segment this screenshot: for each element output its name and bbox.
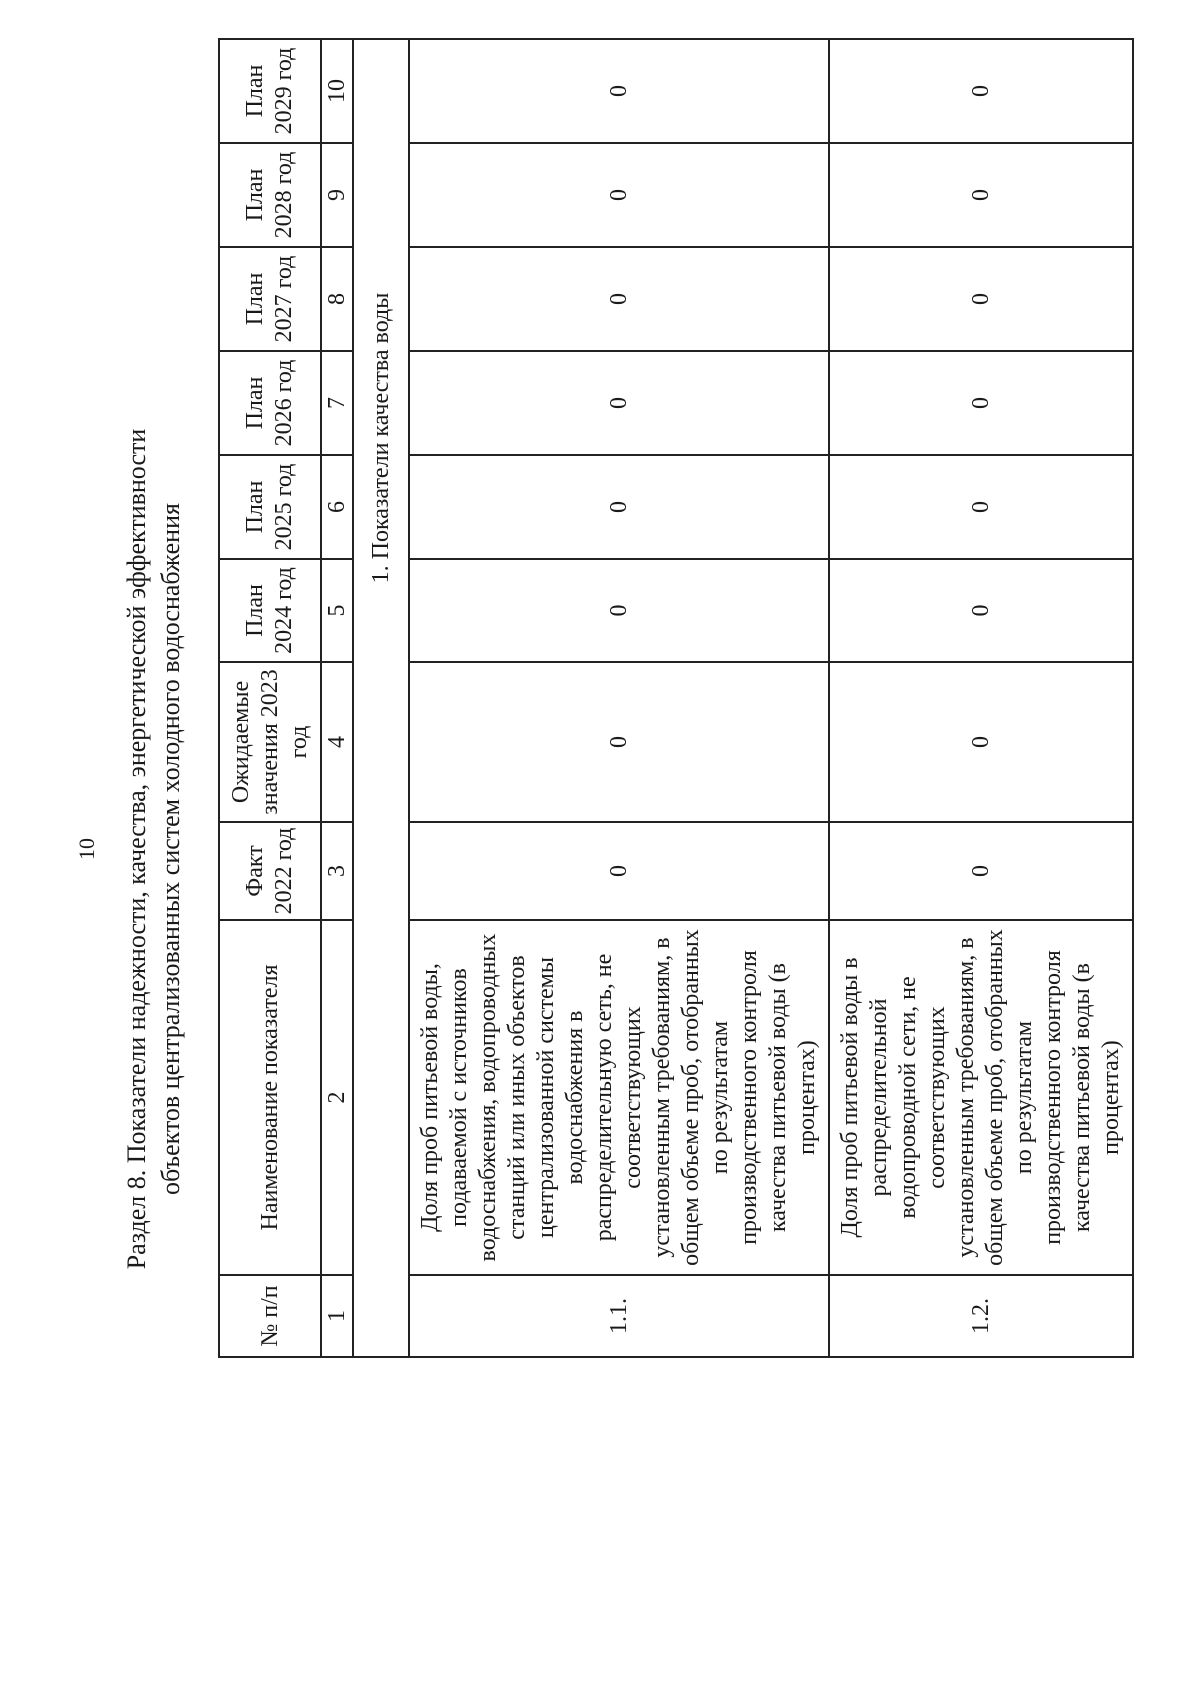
header-cell-no: № п/п bbox=[219, 1275, 321, 1357]
column-number: 8 bbox=[321, 247, 353, 351]
value-cell: 0 bbox=[409, 247, 829, 351]
column-number: 4 bbox=[321, 662, 353, 822]
value-cell: 0 bbox=[829, 247, 1133, 351]
indicators-table bbox=[218, 38, 1134, 1358]
value-cell: 0 bbox=[829, 143, 1133, 247]
column-number: 3 bbox=[321, 822, 353, 920]
column-number: 10 bbox=[321, 39, 353, 143]
value-cell: 0 bbox=[409, 822, 829, 920]
column-number: 5 bbox=[321, 559, 353, 662]
value-cell: 0 bbox=[409, 662, 829, 822]
header-cell-2024: План 2024 год bbox=[219, 559, 321, 662]
section-title: 1. Показатели качества воды bbox=[353, 39, 409, 1357]
header-cell-2026: План 2026 год bbox=[219, 351, 321, 455]
header-cell-2023: Ожидаемые значения 2023 год bbox=[219, 662, 321, 822]
value-cell: 0 bbox=[409, 39, 829, 143]
value-cell: 0 bbox=[409, 455, 829, 559]
value-cell: 0 bbox=[409, 559, 829, 662]
indicator-name: Доля проб питьевой воды, подаваемой с источников водоснабжения, водопроводных станций или иных объектов централизованной системы водоснабжения в распределительную сеть, не соответствующих установленным требованиям, в общем объеме проб, отобранных по результатам производственного контроля качества питьевой воды (в процентах) bbox=[409, 920, 829, 1275]
column-number: 9 bbox=[321, 143, 353, 247]
indicator-name: Доля проб питьевой воды в распределительной водопроводной сети, не соответствующих установленным требованиям, в общем объеме проб, отобранных по результатам производственного контроля качества питьевой воды (в процентах) bbox=[829, 920, 1133, 1275]
value-cell: 0 bbox=[829, 662, 1133, 822]
header-cell-2027: План 2027 год bbox=[219, 247, 321, 351]
table-header-row bbox=[219, 39, 321, 1357]
value-cell: 0 bbox=[829, 455, 1133, 559]
header-cell-2029: План 2029 год bbox=[219, 39, 321, 143]
column-number: 2 bbox=[321, 920, 353, 1275]
value-cell: 0 bbox=[829, 351, 1133, 455]
header-cell-2028: План 2028 год bbox=[219, 143, 321, 247]
header-cell-name: Наименование показателя bbox=[219, 920, 321, 1275]
row-number: 1.1. bbox=[409, 1275, 829, 1357]
header-cell-2025: План 2025 год bbox=[219, 455, 321, 559]
value-cell: 0 bbox=[829, 822, 1133, 920]
table-row bbox=[829, 39, 1133, 1357]
title-line-1: Раздел 8. Показатели надежности, качества, энергетической эффективности bbox=[122, 428, 151, 1270]
value-cell: 0 bbox=[829, 39, 1133, 143]
document-title bbox=[120, 0, 188, 1698]
column-number-row bbox=[321, 39, 353, 1357]
page-number: 10 bbox=[74, 838, 99, 860]
value-cell: 0 bbox=[409, 351, 829, 455]
row-number: 1.2. bbox=[829, 1275, 1133, 1357]
column-number: 7 bbox=[321, 351, 353, 455]
column-number: 1 bbox=[321, 1275, 353, 1357]
section-row bbox=[353, 39, 409, 1357]
value-cell: 0 bbox=[829, 559, 1133, 662]
table-row bbox=[409, 39, 829, 1357]
header-cell-2022: Факт 2022 год bbox=[219, 822, 321, 920]
column-number: 6 bbox=[321, 455, 353, 559]
title-line-2: объектов централизованных систем холодного водоснабжения bbox=[156, 503, 185, 1195]
value-cell: 0 bbox=[409, 143, 829, 247]
